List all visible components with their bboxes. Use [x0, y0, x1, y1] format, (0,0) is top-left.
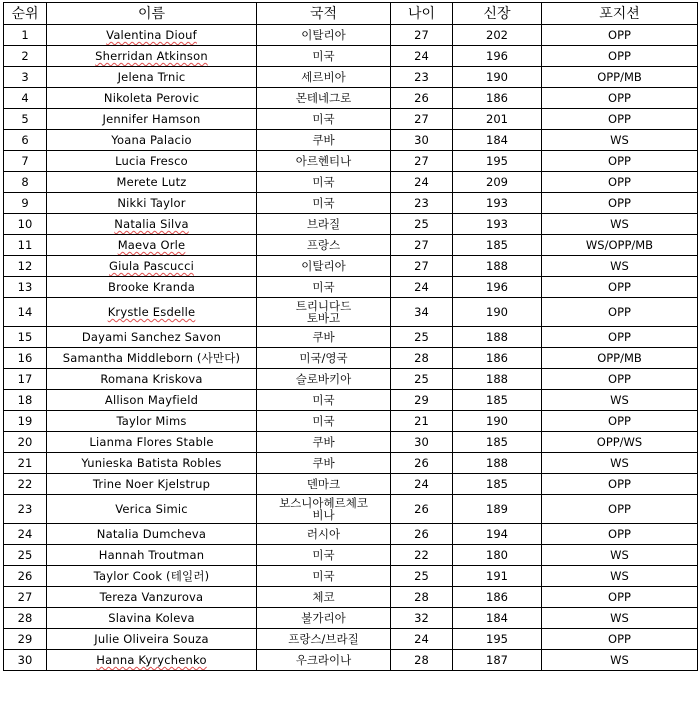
table-row [4, 495, 698, 524]
cell-age: 28 [391, 650, 453, 671]
table-row [4, 67, 698, 88]
player-name: Romana Kriskova [100, 372, 203, 386]
cell-country: 미국 [257, 277, 391, 298]
table-row [4, 474, 698, 495]
cell-country: 미국 [257, 411, 391, 432]
cell-position: OPP [542, 369, 698, 390]
player-name: Trine Noer Kjelstrup [92, 477, 211, 491]
table-row [4, 214, 698, 235]
cell-age: 28 [391, 348, 453, 369]
cell-age: 25 [391, 369, 453, 390]
player-table [3, 2, 698, 671]
cell-age: 24 [391, 277, 453, 298]
table-row [4, 193, 698, 214]
cell-rank: 21 [4, 453, 47, 474]
cell-age: 24 [391, 172, 453, 193]
cell-name [47, 25, 257, 46]
cell-height: 186 [453, 348, 542, 369]
cell-country: 러시아 [257, 524, 391, 545]
cell-height: 209 [453, 172, 542, 193]
cell-position: OPP [542, 109, 698, 130]
cell-rank: 15 [4, 327, 47, 348]
cell-age: 34 [391, 298, 453, 327]
cell-country: 브라질 [257, 214, 391, 235]
cell-name [47, 151, 257, 172]
table-row [4, 25, 698, 46]
cell-height: 194 [453, 524, 542, 545]
cell-country: 미국 [257, 545, 391, 566]
cell-rank: 2 [4, 46, 47, 67]
player-name: Tereza Vanzurova [99, 590, 204, 604]
cell-position: WS [542, 390, 698, 411]
cell-height: 196 [453, 46, 542, 67]
cell-position: OPP [542, 629, 698, 650]
player-name: Taylor Cook (테일러) [93, 569, 210, 583]
player-name: Maeva Orle [117, 238, 186, 252]
cell-rank: 12 [4, 256, 47, 277]
table-row [4, 348, 698, 369]
cell-height: 190 [453, 298, 542, 327]
cell-rank: 28 [4, 608, 47, 629]
player-name: Taylor Mims [116, 414, 187, 428]
cell-name [47, 432, 257, 453]
table-body [4, 25, 698, 671]
cell-position: OPP [542, 298, 698, 327]
cell-position: OPP/MB [542, 348, 698, 369]
cell-rank: 24 [4, 524, 47, 545]
cell-age: 22 [391, 545, 453, 566]
cell-country: 아르헨티나 [257, 151, 391, 172]
cell-age: 26 [391, 524, 453, 545]
cell-position: OPP/MB [542, 67, 698, 88]
cell-position: OPP [542, 46, 698, 67]
cell-position: OPP [542, 88, 698, 109]
table-row [4, 277, 698, 298]
cell-name [47, 524, 257, 545]
cell-country: 몬테네그로 [257, 88, 391, 109]
cell-rank: 6 [4, 130, 47, 151]
cell-rank: 16 [4, 348, 47, 369]
header-country: 국적 [257, 3, 391, 25]
cell-age: 30 [391, 130, 453, 151]
player-name: Nikoleta Perovic [103, 91, 200, 105]
cell-country: 미국 [257, 46, 391, 67]
header-position: 포지션 [542, 3, 698, 25]
table-row [4, 327, 698, 348]
cell-country: 세르비아 [257, 67, 391, 88]
table-row [4, 629, 698, 650]
player-name: Sherridan Atkinson [95, 49, 208, 63]
player-name: Nikki Taylor [117, 196, 186, 210]
cell-age: 24 [391, 474, 453, 495]
cell-height: 188 [453, 327, 542, 348]
cell-age: 25 [391, 566, 453, 587]
cell-country: 보스니아헤르체코 비나 [257, 495, 391, 524]
cell-rank: 10 [4, 214, 47, 235]
table-row [4, 545, 698, 566]
player-name: Hannah Troutman [98, 548, 205, 562]
cell-country: 트리니다드 토바고 [257, 298, 391, 327]
cell-rank: 9 [4, 193, 47, 214]
cell-age: 27 [391, 151, 453, 172]
cell-position: OPP [542, 151, 698, 172]
cell-position: OPP [542, 193, 698, 214]
cell-country: 쿠바 [257, 130, 391, 151]
cell-position: WS [542, 256, 698, 277]
cell-position: OPP [542, 495, 698, 524]
table-row [4, 432, 698, 453]
cell-name [47, 650, 257, 671]
cell-age: 26 [391, 453, 453, 474]
player-name: Julie Oliveira Souza [94, 632, 209, 646]
cell-country: 불가리아 [257, 608, 391, 629]
cell-height: 188 [453, 369, 542, 390]
table-row [4, 298, 698, 327]
cell-height: 193 [453, 193, 542, 214]
cell-country: 체코 [257, 587, 391, 608]
cell-position: WS/OPP/MB [542, 235, 698, 256]
cell-age: 26 [391, 495, 453, 524]
cell-height: 185 [453, 235, 542, 256]
cell-country: 미국 [257, 193, 391, 214]
cell-country: 이탈리아 [257, 256, 391, 277]
cell-name [47, 474, 257, 495]
table-row [4, 88, 698, 109]
cell-position: OPP [542, 587, 698, 608]
cell-rank: 3 [4, 67, 47, 88]
player-name: Jennifer Hamson [102, 112, 201, 126]
cell-country: 쿠바 [257, 453, 391, 474]
cell-height: 190 [453, 67, 542, 88]
cell-age: 26 [391, 88, 453, 109]
header-rank: 순위 [4, 3, 47, 25]
cell-rank: 8 [4, 172, 47, 193]
player-name: Yunieska Batista Robles [81, 456, 222, 470]
cell-country: 미국/영국 [257, 348, 391, 369]
cell-name [47, 172, 257, 193]
player-name: Natalia Silva [114, 217, 189, 231]
table-row [4, 524, 698, 545]
cell-name [47, 67, 257, 88]
cell-name [47, 277, 257, 298]
cell-position: OPP [542, 524, 698, 545]
player-name: Verica Simic [115, 502, 188, 516]
cell-height: 185 [453, 432, 542, 453]
cell-position: OPP [542, 25, 698, 46]
cell-height: 202 [453, 25, 542, 46]
cell-name [47, 495, 257, 524]
header-name: 이름 [47, 3, 257, 25]
table-row [4, 151, 698, 172]
player-name: Hanna Kyrychenko [96, 653, 207, 667]
table-row [4, 411, 698, 432]
table-row [4, 650, 698, 671]
cell-height: 180 [453, 545, 542, 566]
cell-rank: 19 [4, 411, 47, 432]
cell-age: 28 [391, 587, 453, 608]
cell-country: 미국 [257, 566, 391, 587]
cell-position: OPP [542, 172, 698, 193]
cell-rank: 7 [4, 151, 47, 172]
cell-height: 195 [453, 629, 542, 650]
cell-country: 미국 [257, 390, 391, 411]
cell-rank: 11 [4, 235, 47, 256]
table-row [4, 109, 698, 130]
player-name: Brooke Kranda [108, 280, 195, 294]
player-name: Jelena Trnic [117, 70, 186, 84]
cell-position: WS [542, 214, 698, 235]
cell-height: 201 [453, 109, 542, 130]
cell-age: 27 [391, 256, 453, 277]
cell-name [47, 298, 257, 327]
cell-country: 미국 [257, 109, 391, 130]
player-name: Slavina Koleva [108, 611, 195, 625]
cell-country: 우크라이나 [257, 650, 391, 671]
cell-height: 186 [453, 587, 542, 608]
cell-rank: 1 [4, 25, 47, 46]
cell-position: OPP [542, 411, 698, 432]
cell-position: WS [542, 650, 698, 671]
cell-name [47, 390, 257, 411]
cell-height: 186 [453, 88, 542, 109]
cell-rank: 27 [4, 587, 47, 608]
cell-position: WS [542, 545, 698, 566]
cell-height: 193 [453, 214, 542, 235]
cell-rank: 20 [4, 432, 47, 453]
cell-name [47, 235, 257, 256]
table-row [4, 566, 698, 587]
cell-name [47, 46, 257, 67]
cell-country: 프랑스 [257, 235, 391, 256]
cell-position: OPP [542, 474, 698, 495]
table-row [4, 256, 698, 277]
cell-name [47, 88, 257, 109]
cell-name [47, 608, 257, 629]
cell-rank: 22 [4, 474, 47, 495]
header-age: 나이 [391, 3, 453, 25]
cell-height: 185 [453, 474, 542, 495]
cell-position: WS [542, 130, 698, 151]
cell-height: 185 [453, 390, 542, 411]
cell-rank: 5 [4, 109, 47, 130]
cell-name [47, 545, 257, 566]
cell-rank: 18 [4, 390, 47, 411]
cell-name [47, 369, 257, 390]
cell-height: 188 [453, 256, 542, 277]
cell-name [47, 327, 257, 348]
player-name: Yoana Palacio [111, 133, 192, 147]
player-name: Merete Lutz [116, 175, 187, 189]
table-row [4, 453, 698, 474]
cell-position: OPP [542, 327, 698, 348]
cell-age: 27 [391, 109, 453, 130]
cell-rank: 29 [4, 629, 47, 650]
cell-age: 25 [391, 214, 453, 235]
player-name: Lianma Flores Stable [89, 435, 214, 449]
cell-age: 27 [391, 235, 453, 256]
table-row [4, 130, 698, 151]
table-row [4, 369, 698, 390]
cell-rank: 17 [4, 369, 47, 390]
table-row [4, 587, 698, 608]
cell-country: 덴마크 [257, 474, 391, 495]
table-row [4, 172, 698, 193]
cell-country: 슬로바키아 [257, 369, 391, 390]
cell-name [47, 587, 257, 608]
cell-age: 21 [391, 411, 453, 432]
cell-height: 196 [453, 277, 542, 298]
cell-name [47, 214, 257, 235]
cell-name [47, 453, 257, 474]
cell-country: 쿠바 [257, 432, 391, 453]
player-name: Lucia Fresco [115, 154, 188, 168]
cell-position: OPP/WS [542, 432, 698, 453]
player-name: Dayami Sanchez Savon [81, 330, 222, 344]
table-row [4, 608, 698, 629]
cell-country: 쿠바 [257, 327, 391, 348]
cell-height: 195 [453, 151, 542, 172]
cell-age: 24 [391, 629, 453, 650]
cell-position: WS [542, 608, 698, 629]
player-name: Allison Mayfield [104, 393, 199, 407]
cell-height: 187 [453, 650, 542, 671]
cell-age: 24 [391, 46, 453, 67]
cell-name [47, 193, 257, 214]
player-name: Valentina Diouf [106, 28, 197, 42]
cell-age: 23 [391, 67, 453, 88]
table-row [4, 46, 698, 67]
cell-age: 23 [391, 193, 453, 214]
cell-height: 188 [453, 453, 542, 474]
table-row [4, 390, 698, 411]
cell-country: 미국 [257, 172, 391, 193]
cell-country: 이탈리아 [257, 25, 391, 46]
cell-rank: 30 [4, 650, 47, 671]
cell-name [47, 629, 257, 650]
cell-age: 29 [391, 390, 453, 411]
cell-height: 190 [453, 411, 542, 432]
cell-name [47, 130, 257, 151]
player-name: Samantha Middleborn (사만다) [62, 351, 241, 365]
table-row [4, 235, 698, 256]
cell-rank: 23 [4, 495, 47, 524]
cell-age: 32 [391, 608, 453, 629]
header-height: 신장 [453, 3, 542, 25]
cell-country: 프랑스/브라질 [257, 629, 391, 650]
cell-position: OPP [542, 277, 698, 298]
cell-height: 189 [453, 495, 542, 524]
cell-name [47, 348, 257, 369]
cell-rank: 25 [4, 545, 47, 566]
cell-rank: 4 [4, 88, 47, 109]
player-name: Natalia Dumcheva [96, 527, 207, 541]
player-name: Krystle Esdelle [107, 305, 196, 319]
cell-age: 30 [391, 432, 453, 453]
cell-name [47, 411, 257, 432]
cell-height: 184 [453, 130, 542, 151]
cell-rank: 13 [4, 277, 47, 298]
cell-position: WS [542, 453, 698, 474]
cell-height: 191 [453, 566, 542, 587]
player-name: Giula Pascucci [108, 259, 194, 273]
cell-position: WS [542, 566, 698, 587]
cell-age: 25 [391, 327, 453, 348]
cell-age: 27 [391, 25, 453, 46]
cell-height: 184 [453, 608, 542, 629]
cell-name [47, 109, 257, 130]
header-row [4, 3, 698, 25]
cell-name [47, 566, 257, 587]
cell-rank: 14 [4, 298, 47, 327]
cell-rank: 26 [4, 566, 47, 587]
cell-name [47, 256, 257, 277]
